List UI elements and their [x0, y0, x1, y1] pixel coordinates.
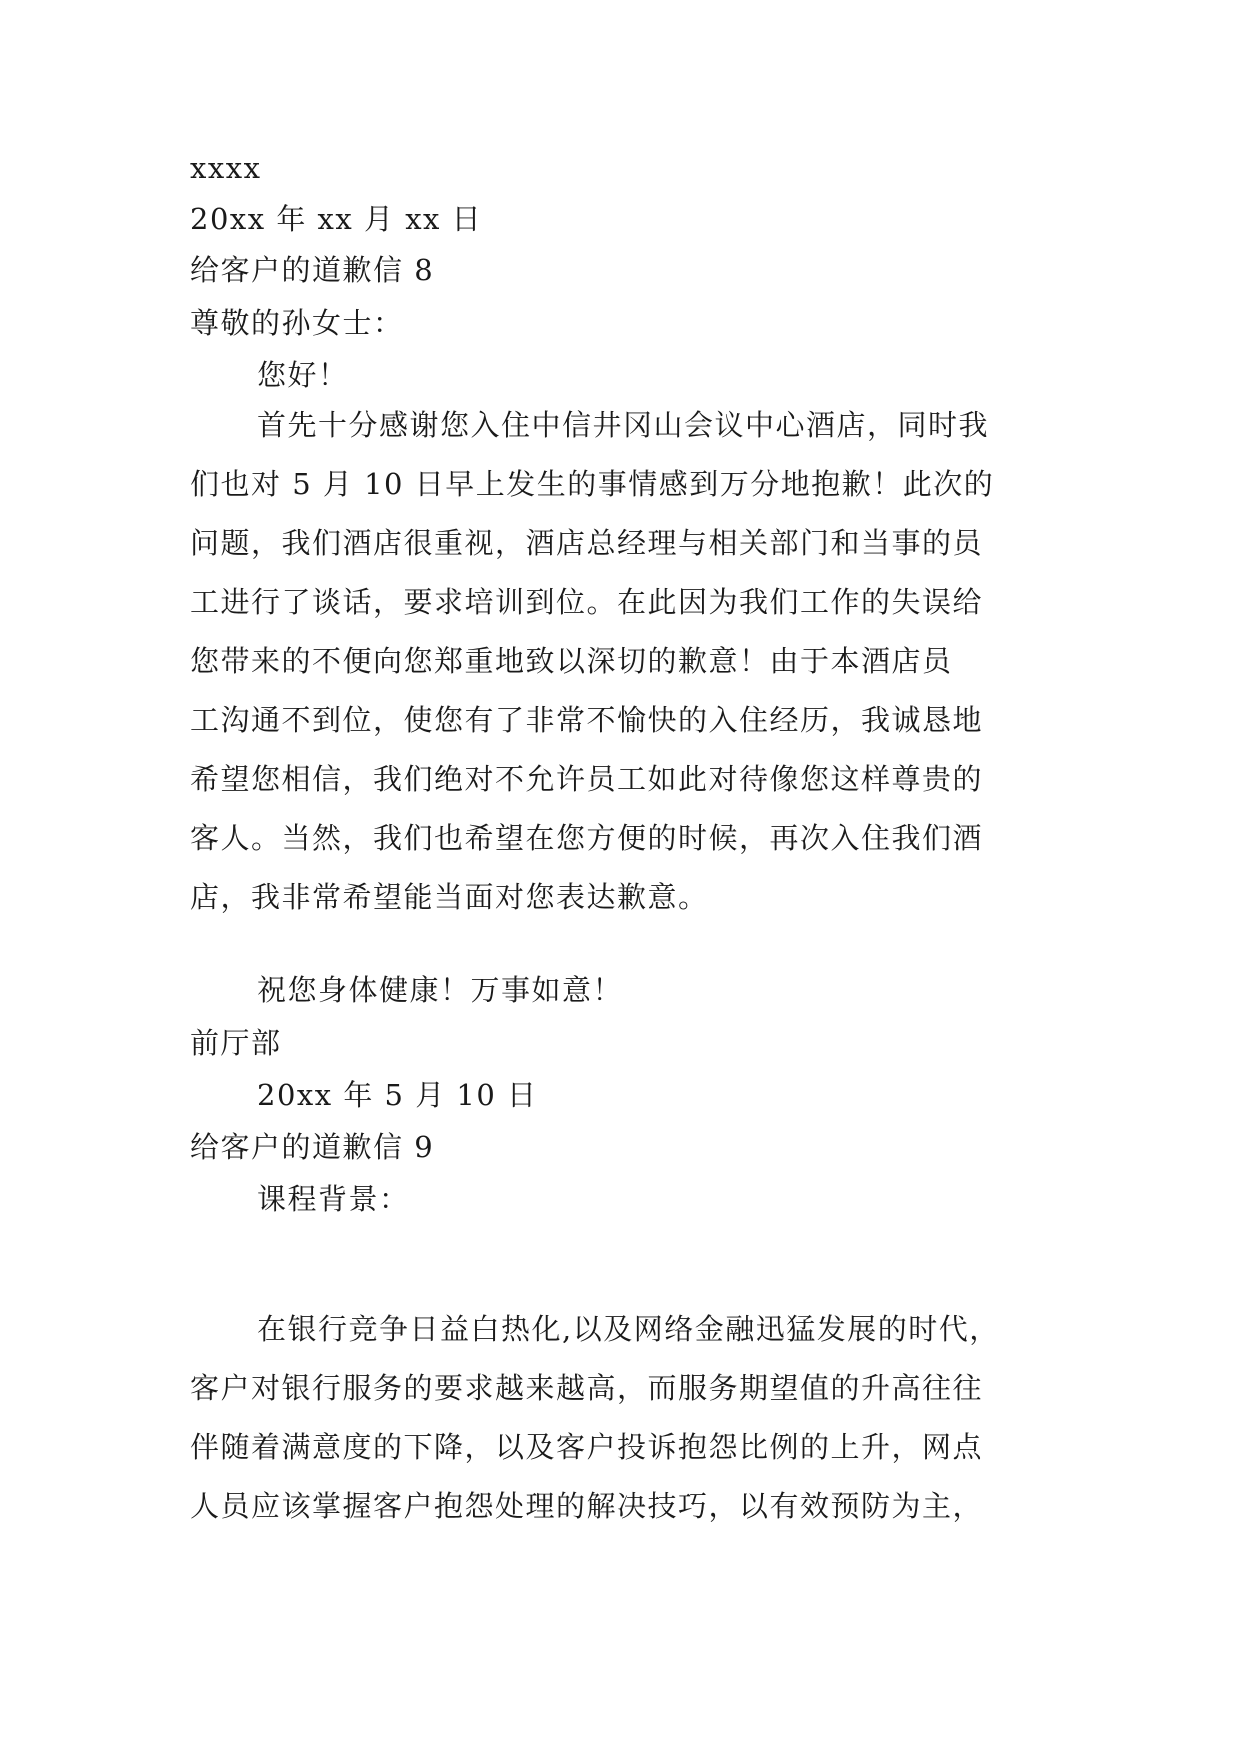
- letter-8-body-line: 首先十分感谢您入住中信井冈山会议中心酒店，同时我: [257, 408, 990, 442]
- letter-9-body-line: 人员应该掌握客户抱怨处理的解决技巧，以有效预防为主，: [190, 1489, 984, 1523]
- letter-8-body-line: 店，我非常希望能当面对您表达歉意。: [190, 880, 709, 914]
- letter-8-sender: 前厅部: [190, 1026, 282, 1060]
- letter-8-body-line: 希望您相信，我们绝对不允许员工如此对待像您这样尊贵的: [190, 762, 984, 796]
- letter-8-wish: 祝您身体健康！万事如意！: [257, 973, 624, 1007]
- letter-9-body-line: 伴随着满意度的下降，以及客户投诉抱怨比例的上升，网点: [190, 1430, 984, 1464]
- letter-8-body-line: 问题，我们酒店很重视，酒店总经理与相关部门和当事的员: [190, 526, 984, 560]
- letter-8-body-line: 工沟通不到位，使您有了非常不愉快的入住经历，我诚恳地: [190, 703, 984, 737]
- letter-8-salutation: 尊敬的孙女士：: [190, 306, 404, 340]
- letter-8-title: 给客户的道歉信 8: [190, 253, 435, 287]
- letter-9-section-heading: 课程背景：: [257, 1182, 410, 1216]
- signature-date: 20xx 年 xx 月 xx 日: [190, 202, 483, 236]
- letter-8-body-line: 客人。当然，我们也希望在您方便的时候，再次入住我们酒: [190, 821, 984, 855]
- letter-9-body-line: 在银行竞争日益白热化,以及网络金融迅猛发展的时代，: [257, 1312, 1000, 1346]
- letter-9-title: 给客户的道歉信 9: [190, 1130, 435, 1164]
- letter-8-date: 20xx 年 5 月 10 日: [257, 1078, 538, 1112]
- letter-9-body-line: 客户对银行服务的要求越来越高，而服务期望值的升高往往: [190, 1371, 984, 1405]
- letter-8-greeting: 您好！: [257, 358, 349, 392]
- letter-8-body-line: 您带来的不便向您郑重地致以深切的歉意！由于本酒店员: [190, 644, 953, 678]
- signature-name: xxxx: [190, 151, 262, 185]
- letter-8-body: [190, 396, 1060, 927]
- letter-8-body-line: 们也对 5 月 10 日早上发生的事情感到万分地抱歉！此次的: [190, 467, 995, 501]
- letter-9-body: [190, 1300, 1060, 1536]
- letter-8-body-line: 工进行了谈话，要求培训到位。在此因为我们工作的失误给: [190, 585, 984, 619]
